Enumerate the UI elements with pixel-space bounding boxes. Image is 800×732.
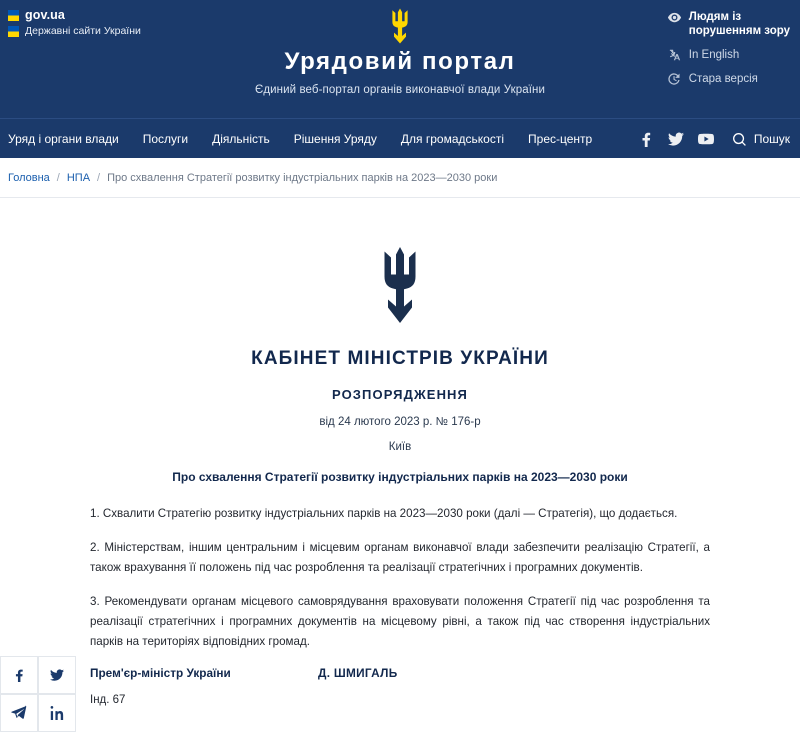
page-title: Урядовий портал — [284, 48, 516, 75]
breadcrumb — [0, 158, 800, 198]
nav-item-activity[interactable]: Діяльність — [212, 131, 270, 146]
breadcrumb-section[interactable]: НПА — [66, 171, 91, 184]
signature-row — [90, 666, 710, 680]
document-meta: від 24 лютого 2023 р. № 176-р — [319, 416, 481, 428]
ukraine-trident-emblem-icon — [369, 246, 431, 324]
nav-items — [0, 132, 592, 146]
history-icon — [667, 72, 682, 87]
document-paragraph-1: 1. Схвалити Стратегію розвитку індустріальних парків на 2023—2030 роки (далі — Стратегія), що додається. — [90, 507, 678, 521]
accessibility-line2: порушенням зору — [688, 25, 790, 38]
gov-sites-label: Державні сайти України — [25, 25, 141, 37]
nav-item-decisions[interactable]: Рішення Уряду — [293, 131, 377, 146]
search-icon — [732, 132, 747, 147]
old-version-label: Стара версія — [688, 72, 758, 85]
document-paragraph-3: 3. Рекомендувати органам місцевого самоврядування враховувати положення Стратегії під час розроблення та реалізації стратегічних і програмних документів на місцевому рівні, а також під час створення індустріальних парків на територіях відповідних громад. — [90, 595, 710, 649]
gov-ua-label: gov.ua — [25, 8, 65, 22]
facebook-icon[interactable] — [638, 131, 655, 148]
accessibility-line1: Людям із — [688, 11, 742, 23]
language-label: In English — [688, 48, 740, 61]
old-version-link[interactable] — [667, 72, 790, 87]
document-body — [0, 504, 800, 706]
main-navigation — [0, 118, 800, 158]
share-linkedin-button[interactable] — [38, 694, 76, 732]
document-type: РОЗПОРЯДЖЕННЯ — [331, 387, 468, 402]
accessibility-vision-link[interactable] — [667, 10, 790, 39]
share-telegram-button[interactable] — [0, 694, 38, 732]
breadcrumb-separator-2: / — [97, 171, 101, 184]
nav-item-services[interactable]: Послуги — [142, 131, 189, 146]
search-button[interactable] — [732, 132, 790, 147]
document-organization: КАБІНЕТ МІНІСТРІВ УКРАЇНИ — [251, 348, 549, 369]
share-twitter-button[interactable] — [38, 656, 76, 694]
nav-right-group — [638, 119, 790, 159]
language-link[interactable] — [667, 48, 790, 63]
trident-icon — [385, 8, 415, 44]
document-index: Інд. 67 — [90, 694, 126, 707]
nav-item-press[interactable]: Прес-центр — [528, 131, 593, 146]
document-paragraph-2: 2. Міністерствам, іншим центральним і місцевим органам виконавчої влади забезпечити реалізацію Стратегії, а також врахування її положень під час розроблення та реалізації стратегічних і програмних документів. — [90, 541, 710, 575]
nav-item-public[interactable]: Для громадськості — [400, 131, 505, 146]
breadcrumb-separator-1: / — [56, 171, 60, 184]
signature-position: Прем'єр-міністр України — [90, 666, 231, 681]
twitter-icon[interactable] — [668, 131, 685, 148]
document-container — [0, 198, 800, 706]
accessibility-menu — [667, 10, 790, 87]
breadcrumb-current: Про схвалення Стратегії розвитку індустріальних парків на 2023—2030 роки — [107, 171, 498, 184]
signature-name: Д. ШМИГАЛЬ — [318, 666, 398, 681]
site-header — [0, 0, 800, 118]
youtube-icon[interactable] — [698, 131, 715, 148]
accessibility-vision-text — [689, 10, 790, 39]
nav-item-government[interactable]: Уряд і органи влади — [8, 131, 119, 146]
eye-accessibility-icon — [667, 10, 682, 25]
portal-subtitle: Єдиний веб-портал органів виконавчої влади України — [254, 84, 546, 96]
document-title: Про схвалення Стратегії розвитку індустріальних парків на 2023—2030 роки — [172, 470, 628, 484]
share-facebook-button[interactable] — [0, 656, 38, 694]
document-city: Київ — [388, 441, 412, 453]
search-label: Пошук — [753, 132, 790, 146]
breadcrumb-home[interactable]: Головна — [8, 171, 50, 184]
share-rail — [0, 198, 76, 732]
share-grid — [0, 656, 76, 732]
translate-icon — [667, 48, 682, 63]
